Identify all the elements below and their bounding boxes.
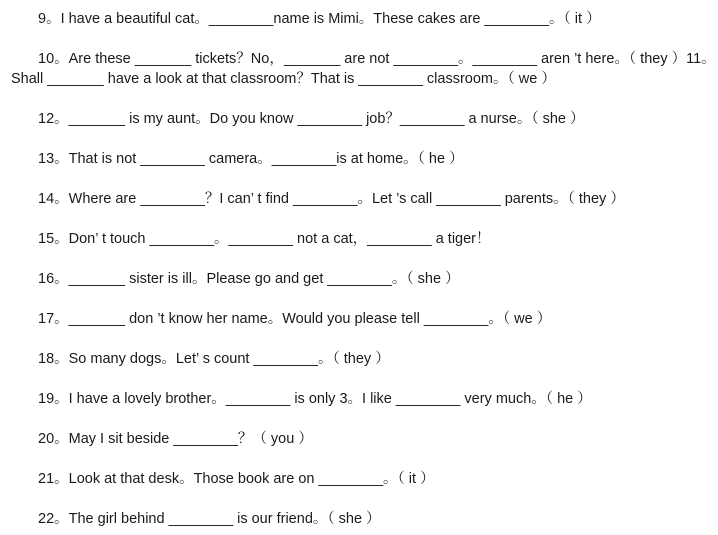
exercise-15-line: 15。Don’ t touch ________。________ not a cat，________ a tiger！ xyxy=(38,231,491,247)
exercise-16-line: 16。_______ sister is ill。Please go and get ________。（ she ） xyxy=(38,271,460,287)
exercise-11-line: Shall _______ have a look at that classroom？That is ________ classroom。（ we ） xyxy=(11,71,556,87)
exercise-18-line: 18。So many dogs。Let’ s count ________。（ they ） xyxy=(38,351,390,367)
exercise-22-line: 22。The girl behind ________ is our friend。（ she ） xyxy=(38,511,381,527)
exercise-21-line: 21。Look at that desk。Those book are on ________。（ it ） xyxy=(38,471,435,487)
exercise-14-line: 14。Where are ________？I can’ t find ________。Let ’s call ________ parents。（ they ） xyxy=(38,191,625,207)
exercise-10-line: 10。Are these _______ tickets？No，_______ are not ________。________ aren ’t here。（ they ）11。 xyxy=(38,51,716,67)
exercise-9-line: 9。I have a beautiful cat。________name is Mimi。These cakes are ________。（ it ） xyxy=(38,11,601,27)
exercise-12-line: 12。_______ is my aunt。Do you know ________ job？________ a nurse。（ she ） xyxy=(38,111,585,127)
exercise-17-line: 17。_______ don ’t know her name。Would you please tell ________。（ we ） xyxy=(38,311,552,327)
exercise-13-line: 13。That is not ________ camera。________is at home。（ he ） xyxy=(38,151,464,167)
exercise-19-line: 19。I have a lovely brother。________ is only 3。I like ________ very much。（ he ） xyxy=(38,391,592,407)
exercise-20-line: 20。May I sit beside ________？（ you ） xyxy=(38,431,313,447)
